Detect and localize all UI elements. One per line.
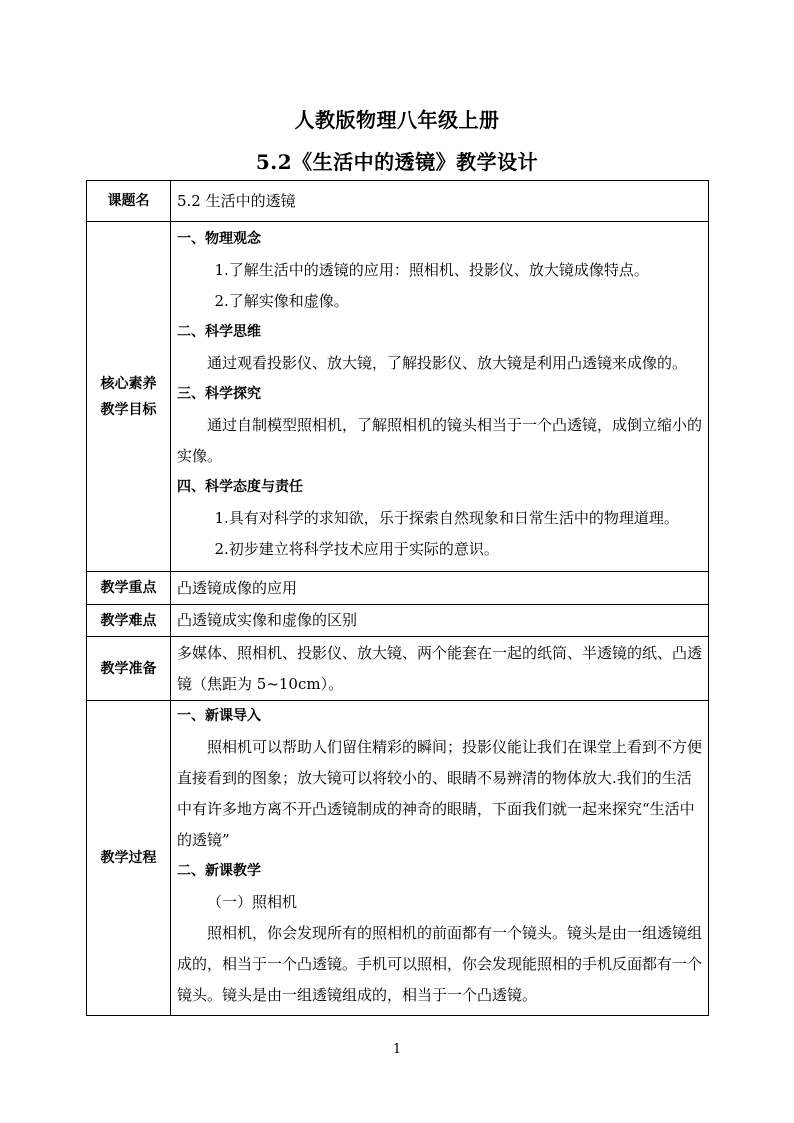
label-goals-line1: 核心素养 bbox=[100, 375, 157, 392]
lesson-plan-table bbox=[86, 180, 709, 1016]
goals-content bbox=[171, 222, 709, 572]
goal-text: 通过自制模型照相机，了解照相机的镜头相当于一个凸透镜，成倒立缩小的实像。 bbox=[177, 416, 703, 465]
goal-item: 1.了解生活中的透镜的应用：照相机、投影仪、放大镜成像特点。 bbox=[214, 261, 649, 279]
goal-section-heading: 一、物理观念 bbox=[177, 231, 261, 247]
goal-section-heading: 二、科学思维 bbox=[177, 324, 261, 340]
table-row-topic bbox=[87, 181, 709, 222]
page-number: 1 bbox=[392, 1042, 402, 1057]
topic-text: 5.2 生活中的透镜 bbox=[177, 191, 296, 210]
process-section-heading: 二、新课教学 bbox=[177, 863, 261, 879]
label-goals-line2: 教学目标 bbox=[100, 401, 157, 418]
goal-text: 通过观看投影仪、放大镜，了解投影仪、放大镜是利用凸透镜来成像的。 bbox=[207, 354, 688, 372]
document-title: 人教版物理八年级上册 bbox=[294, 108, 500, 132]
table-row-difficulty bbox=[87, 605, 709, 637]
goal-item: 2.了解实像和虚像。 bbox=[214, 292, 349, 310]
label-key-point: 教学重点 bbox=[87, 572, 171, 605]
goal-item: 2.初步建立将科学技术应用于实际的意识。 bbox=[214, 540, 499, 558]
table-row-preparation bbox=[87, 637, 709, 701]
label-topic: 课题名 bbox=[87, 181, 171, 222]
label-preparation: 教学准备 bbox=[87, 637, 171, 701]
process-content bbox=[171, 701, 709, 1016]
label-difficulty: 教学难点 bbox=[87, 605, 171, 637]
table-row-process bbox=[87, 701, 709, 1016]
goal-section-heading: 四、科学态度与责任 bbox=[177, 479, 303, 495]
value-topic bbox=[171, 181, 709, 222]
label-goals bbox=[87, 222, 171, 572]
table-row-key-point bbox=[87, 572, 709, 605]
process-section-heading: 一、新课导入 bbox=[177, 708, 261, 724]
process-text: 照相机可以帮助人们留住精彩的瞬间；投影仪能让我们在课堂上看到不方便直接看到的图象；放大镜可以将较小的、眼睛不易辨清的物体放大.我们的生活中有许多地方离不开凸透镜制成的神奇的眼睛，下面我们就一起来探究“生活中的透镜” bbox=[177, 738, 703, 849]
label-process: 教学过程 bbox=[87, 701, 171, 1016]
value-preparation: 多媒体、照相机、投影仪、放大镜、两个能套在一起的纸筒、半透镜的纸、凸透镜（焦距为 5~10cm）。 bbox=[171, 637, 709, 701]
goal-section-heading: 三、科学探究 bbox=[177, 386, 261, 402]
goal-item: 1.具有对科学的求知欲，乐于探索自然现象和日常生活中的物理道理。 bbox=[214, 509, 679, 527]
value-key-point: 凸透镜成像的应用 bbox=[171, 572, 709, 605]
process-subheading: （一）照相机 bbox=[207, 893, 298, 911]
process-text: 照相机，你会发现所有的照相机的前面都有一个镜头。镜头是由一组透镜组成的，相当于一个凸透镜。手机可以照相，你会发现能照相的手机反面都有一个镜头。镜头是由一组透镜组成的，相当于一个凸透镜。 bbox=[177, 924, 703, 1004]
lesson-title: 5.2《生活中的透镜》教学设计 bbox=[255, 150, 539, 174]
value-difficulty: 凸透镜成实像和虚像的区别 bbox=[171, 605, 709, 637]
table-row-goals bbox=[87, 222, 709, 572]
